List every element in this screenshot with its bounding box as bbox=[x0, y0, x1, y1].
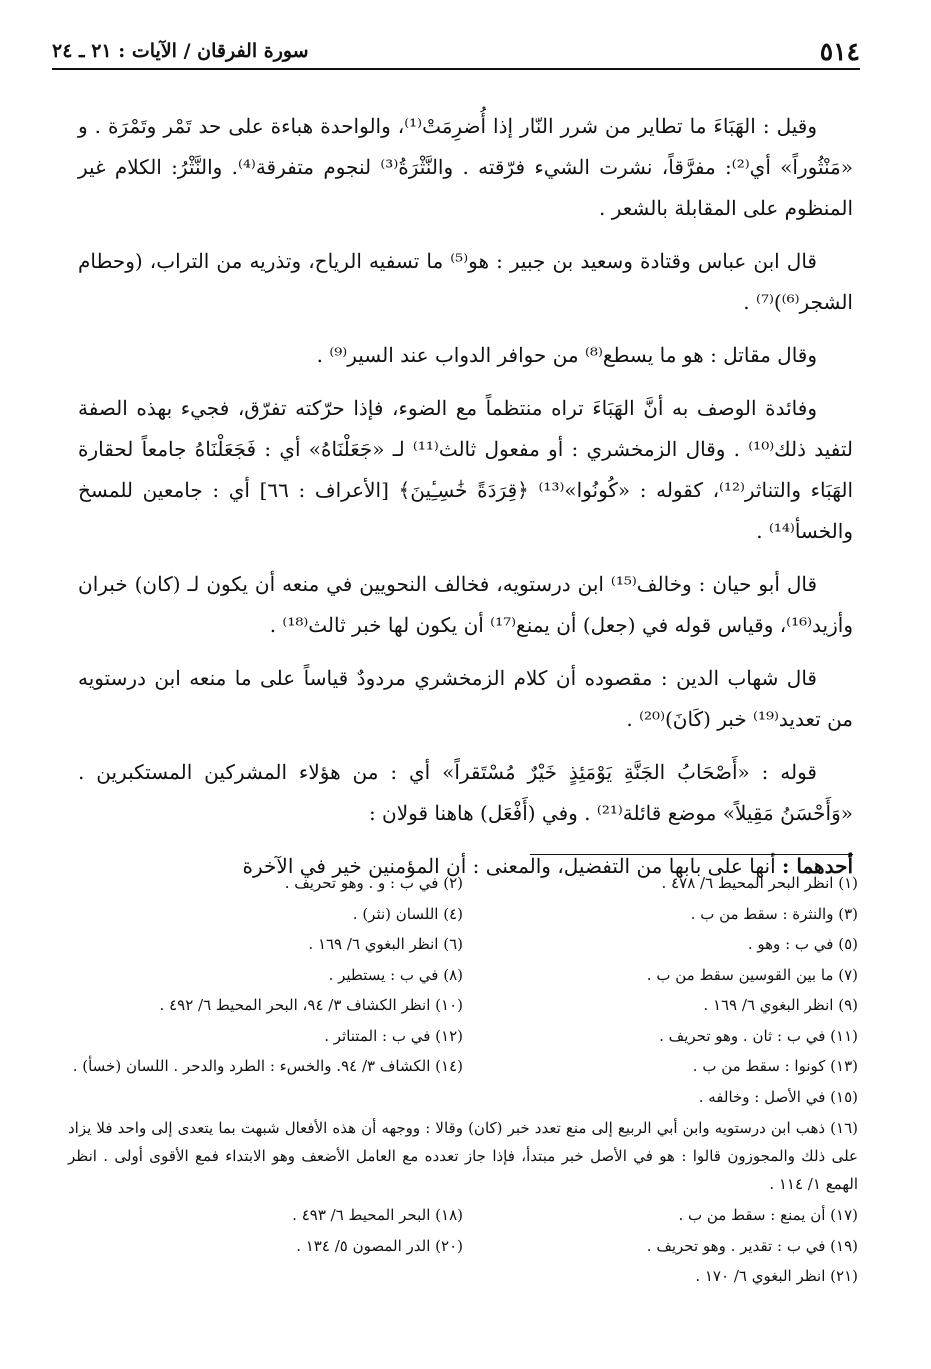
footnote: (١٥) في الأصل : وخالفه . bbox=[698, 1087, 858, 1106]
footnote-row bbox=[68, 1051, 858, 1082]
footnote: (١٢) في ب : المتناثر . bbox=[324, 1026, 463, 1045]
footnote-row bbox=[68, 1200, 858, 1231]
footnote: (٢١) انظر البغوي ٦/ ١٧٠ . bbox=[695, 1267, 858, 1285]
page-number: ٥١٤ bbox=[819, 36, 860, 66]
footnote: (١٦) ذهب ابن درستويه وابن أبي الربيع إلى منع تعدد خبر (كان) وقالا : ووجهه أن هذه الأفعال شبهت بما يتعدى إلى واحد فلا يزاد على ذلك والمجوزون قالوا : هو في الأصل خبر مبتدأ، فإذا جاز تعدده مع العامل الأضعف وهو الابتداء فمع الأقوى أولى . انظر الهمع ١/ ١١٤ . bbox=[68, 1119, 858, 1193]
paragraph: قال شهاب الدين : مقصوده أن كلام الزمخشري مردودٌ قياساً على ما منعه ابن درستويه من تعديد⁽¹⁹⁾ خبر (كَانَ)⁽²⁰⁾ . bbox=[78, 666, 853, 731]
bold-lead: أحدهما : bbox=[782, 854, 853, 878]
footnote: (٣) والنثرة : سقط من ب . bbox=[690, 904, 858, 923]
paragraph: وفائدة الوصف به أنَّ الهَبَاءَ تراه منتظماً مع الضوء، فإذا حرّكته تفرّق، فجيء بهذه الصفة لتفيد ذلك⁽¹⁰⁾ . وقال الزمخشري : أو مفعول ثالث⁽¹¹⁾ لـ «جَعَلْنَاهُ» أي : فَجَعَلْنَاهُ جامعاً لحقارة الهَبَاء والتناثر⁽¹²⁾، كقوله : «كُونُوا»⁽¹³⁾ ﴿قِرَدَةً خَٰسِـِٔينَ﴾ [الأعراف : ٦٦] أي : جامعين للمسخ والخسأ⁽¹⁴⁾ . bbox=[78, 396, 854, 543]
running-title: سورة الفرقان / الآيات : ٢١ ـ ٢٤ bbox=[52, 40, 309, 62]
footnote-row bbox=[68, 868, 858, 899]
footnote: (١٤) الكشاف ٣/ ٩٤. والخسء : الطرد والدحر . اللسان (خسأ) . bbox=[72, 1057, 463, 1075]
footnote: (٩) انظر البغوي ٦/ ١٦٩ . bbox=[703, 996, 858, 1014]
paragraph: وقال مقاتل : هو ما يسطع⁽⁸⁾ من حوافر الدواب عند السير⁽⁹⁾ . bbox=[316, 343, 817, 367]
paragraph: وقيل : الهَبَاءَ ما تطاير من شرر النّار إذا أُضرِمَتْ⁽¹⁾، والواحدة هباءة على حد تَمْر وتَمْرَة . و «مَنْثُوراً» أي⁽²⁾: مفرَّقاً، نشرت الشيء فرّقته . والنَّثْرَةُ⁽³⁾ لنجوم متفرقة⁽⁴⁾. والنَّثْرُ: الكلام غير المنظوم على المقابلة بالشعر . bbox=[78, 114, 853, 220]
page-header bbox=[52, 34, 860, 70]
footnote: (١٩) في ب : تقدير . وهو تحريف . bbox=[646, 1236, 858, 1255]
footnote: (٢٠) الدر المصون ٥/ ١٣٤ . bbox=[296, 1236, 463, 1255]
footnote: (١١) في ب : ثان . وهو تحريف . bbox=[659, 1026, 858, 1045]
footnote: (٦) انظر البغوي ٦/ ١٦٩ . bbox=[308, 935, 463, 953]
footnote-row bbox=[68, 960, 858, 991]
paragraph-text: أنها على بابها من التفضيل، والمعنى : أن المؤمنين خير في الآخرة bbox=[242, 854, 776, 878]
paragraph: قوله : «أَصْحَابُ الجَنَّةِ يَوْمَئِذٍ خَيْرٌ مُسْتَقراً» أي : من هؤلاء المشركين المستكبرين . «وَأَحْسَنُ مَقِيلاً» موضع قائلة⁽²¹⁾ . وفي (أَفْعَل) هاهنا قولان : bbox=[78, 760, 853, 825]
footnote: (١) انظر البحر المحيط ٦/ ٤٧٨ . bbox=[661, 874, 858, 892]
footnote: (٥) في ب : وهو . bbox=[747, 935, 858, 953]
footnote: (١٧) أن يمنع : سقط من ب . bbox=[678, 1206, 858, 1224]
footnote: (٨) في ب : يستطير . bbox=[328, 965, 463, 984]
footnote-row bbox=[68, 929, 858, 960]
footnote: (٧) ما بين القوسين سقط من ب . bbox=[646, 965, 858, 984]
footnote-row bbox=[68, 990, 858, 1021]
paragraph: قال ابن عباس وقتادة وسعيد بن جبير : هو⁽⁵⁾ ما تسفيه الرياح، وتذريه من التراب، (وحطام الشجر⁽⁶⁾)⁽⁷⁾ . bbox=[78, 249, 853, 314]
footnote-row bbox=[68, 1021, 858, 1052]
paragraph: قال أبو حيان : وخالف⁽¹⁵⁾ ابن درستويه، فخالف النحويين في منعه أن يكون لـ (كان) خبران وأزيد⁽¹⁶⁾، وقياس قوله في (جعل) أن يمنع⁽¹⁷⁾ أن يكون لها خبر ثالث⁽¹⁸⁾ . bbox=[78, 572, 853, 637]
footnote-row bbox=[68, 899, 858, 930]
footnote: (١٨) البحر المحيط ٦/ ٤٩٣ . bbox=[292, 1206, 463, 1224]
footnote: (٢) في ب : و . وهو تحريف . bbox=[284, 874, 463, 892]
footnote-rule bbox=[530, 854, 853, 855]
footnote: (١٣) كونوا : سقط من ب . bbox=[692, 1057, 858, 1075]
footnotes bbox=[68, 868, 858, 1292]
footnote-row bbox=[68, 1231, 858, 1262]
footnote: (٤) اللسان (نثر) . bbox=[352, 904, 463, 923]
footnote: (١٠) انظر الكشاف ٣/ ٩٤، البحر المحيط ٦/ ٤٩٢ . bbox=[159, 996, 463, 1014]
main-text bbox=[78, 106, 853, 899]
